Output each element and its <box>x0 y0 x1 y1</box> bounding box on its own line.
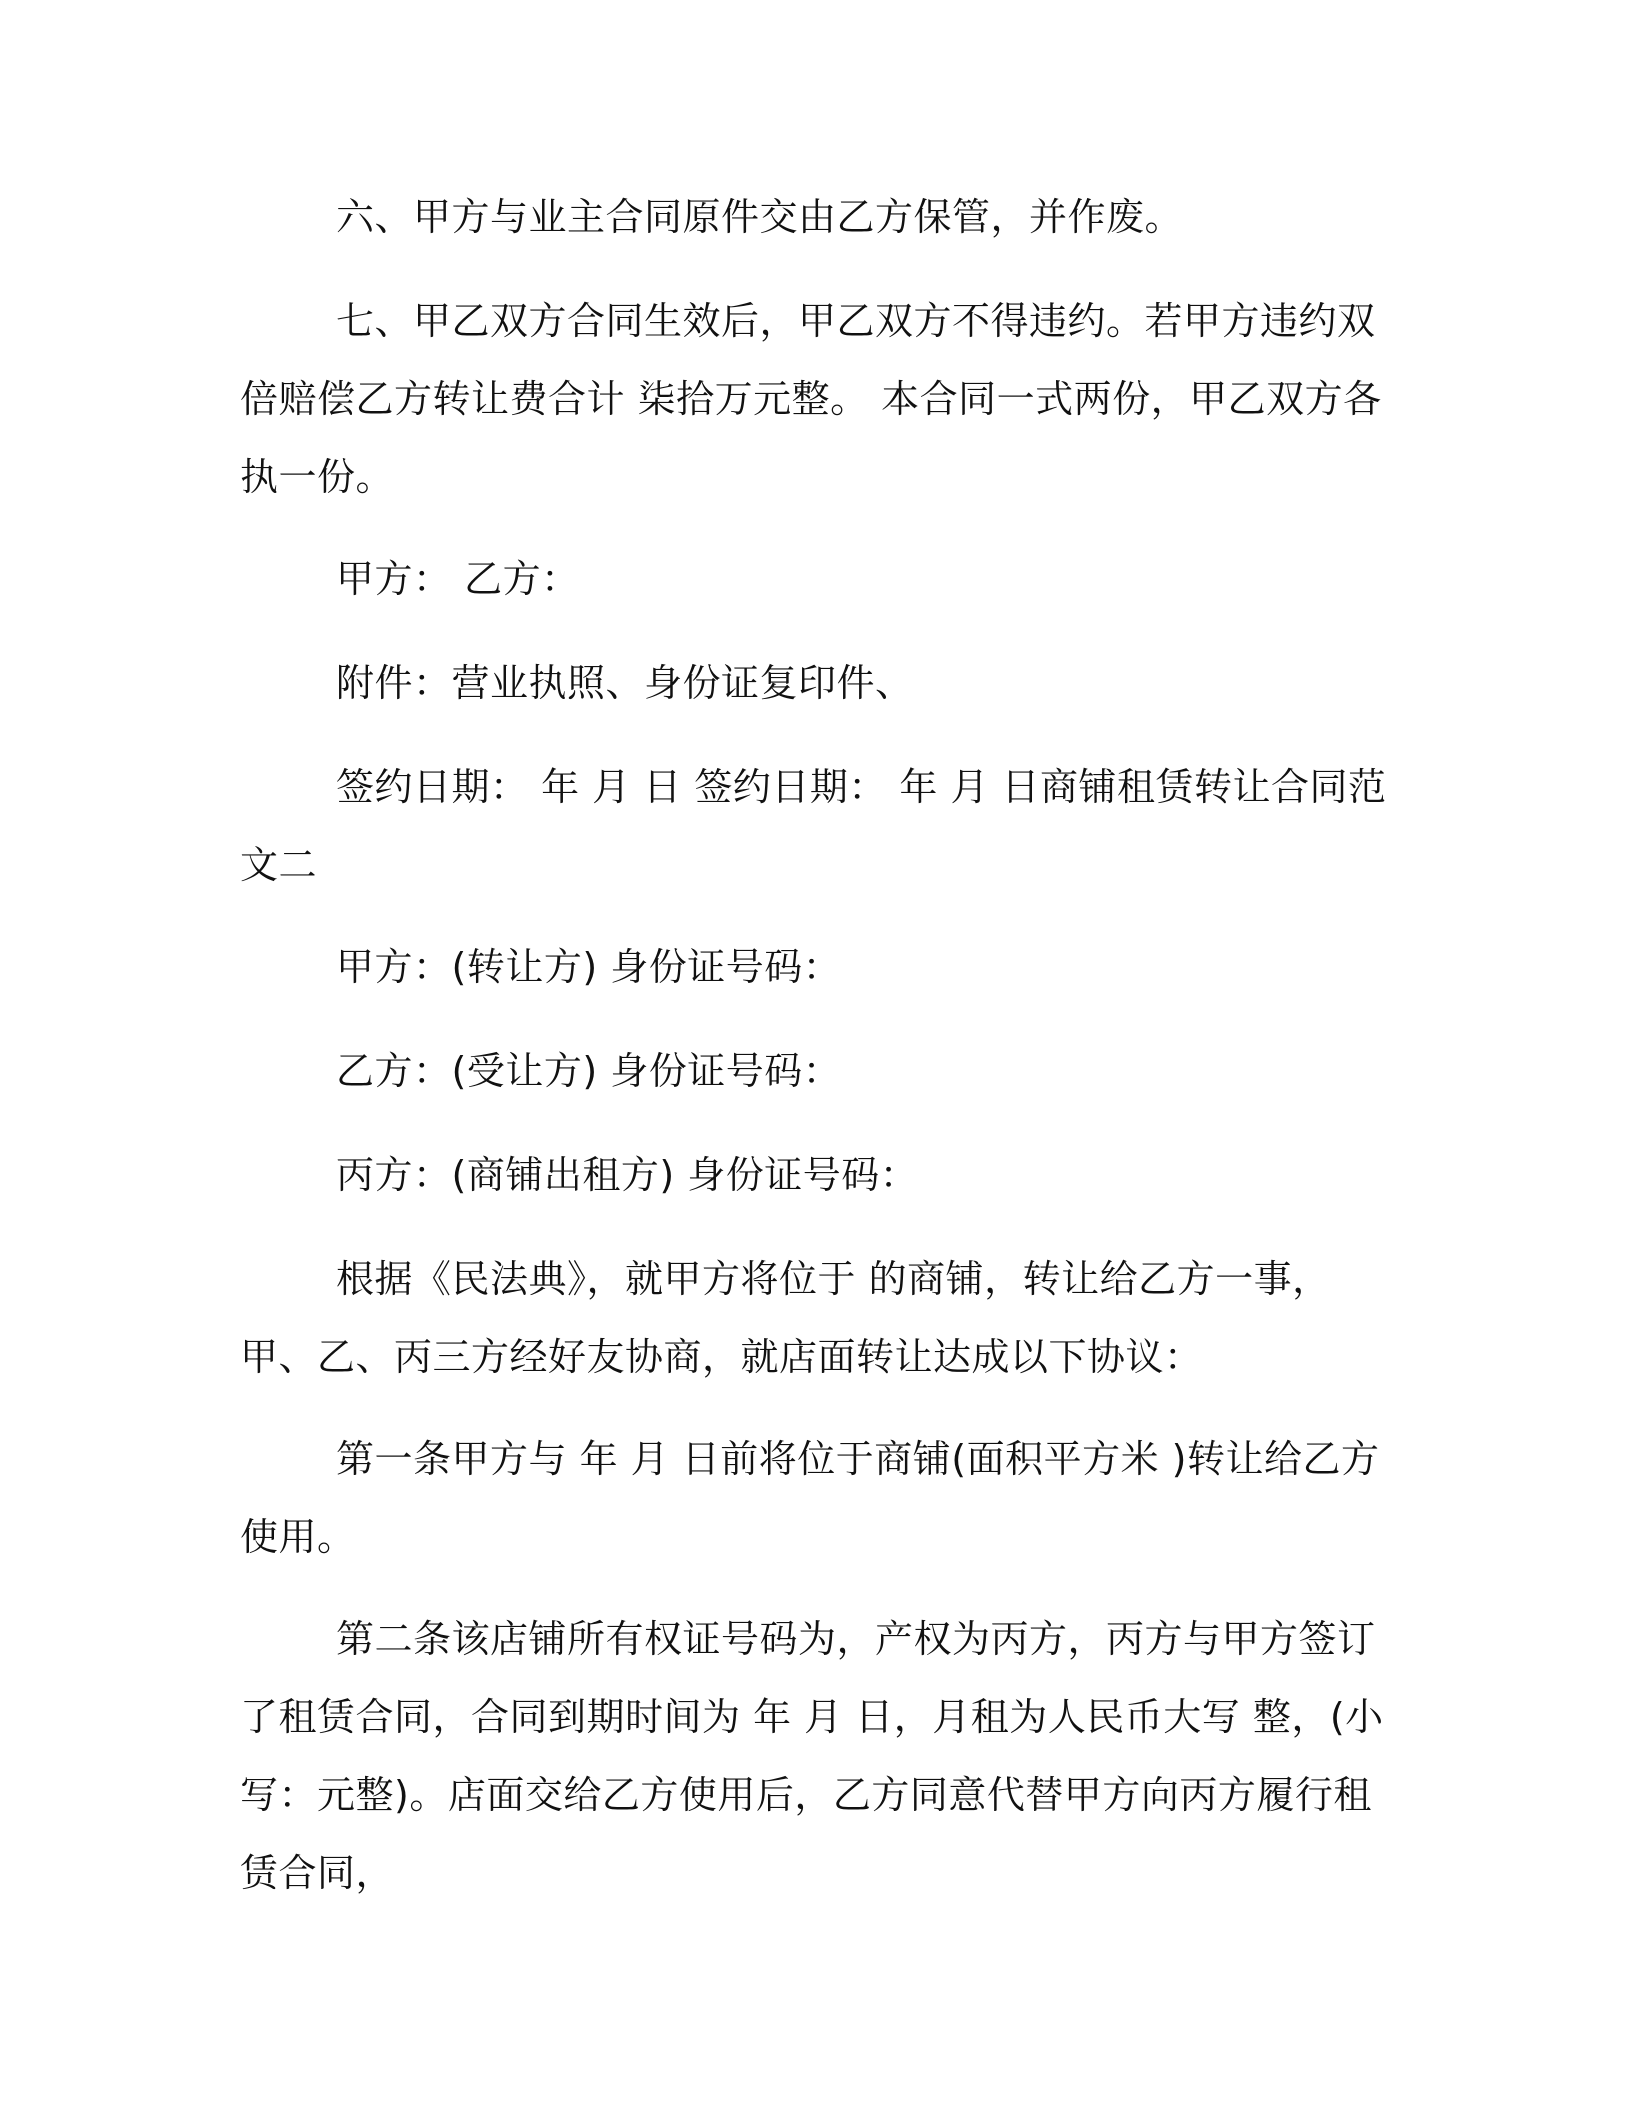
paragraph-clause-6: 六、甲方与业主合同原件交由乙方保管，并作废。 <box>336 195 1184 239</box>
paragraph-attachments: 附件：营业执照、身份证复印件、 <box>336 661 914 705</box>
paragraph-preamble: 根据《民法典》，就甲方将位于 的商铺，转让给乙方一事，甲、乙、丙三方经好友协商，就店面转让达成以下协议： <box>240 1257 1331 1379</box>
paragraph-signatures: 甲方： 乙方： <box>336 557 580 601</box>
paragraph-article-2: 第二条该店铺所有权证号码为，产权为丙方，丙方与甲方签订了租赁合同，合同到期时间为 年 月 日，月租为人民币大写 整，(小写：元整)。店面交给乙方使用后，乙方同意代替甲方向丙方履行租赁合同， <box>240 1617 1384 1895</box>
paragraph-article-1: 第一条甲方与 年 月 日前将位于商铺(面积平方米 )转让给乙方使用。 <box>240 1437 1380 1559</box>
paragraph-clause-7: 七、甲乙双方合同生效后，甲乙双方不得违约。若甲方违约双倍赔偿乙方转让费合计 柒拾万元整。 本合同一式两份，甲乙双方各执一份。 <box>240 299 1382 499</box>
paragraph-party-b: 乙方：(受让方) 身份证号码： <box>336 1049 842 1093</box>
paragraph-party-a: 甲方：(转让方) 身份证号码： <box>336 945 842 989</box>
paragraph-sign-date: 签约日期： 年 月 日 签约日期： 年 月 日商铺租赁转让合同范文二 <box>240 765 1387 887</box>
paragraph-party-c: 丙方：(商铺出租方) 身份证号码： <box>336 1153 919 1197</box>
